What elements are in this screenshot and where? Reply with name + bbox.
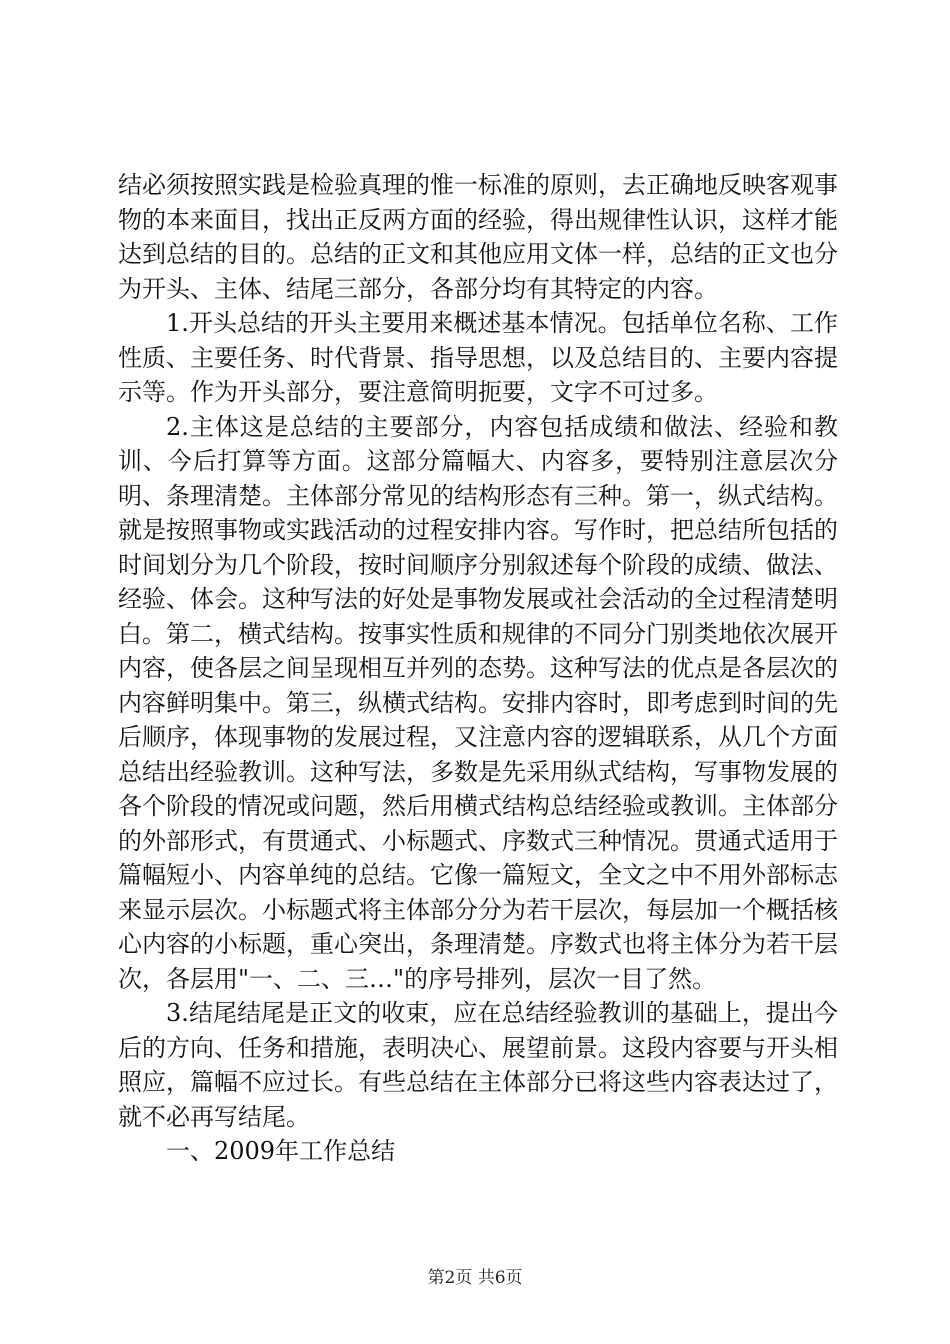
paragraph-ending: 3.结尾结尾是正文的收束，应在总结经验教训的基础上，提出今后的方向、任务和措施，表明决心、展望前景。这段内容要与开头相照应，篇幅不应过长。有些总结在主体部分已将这些内容表达过了，就不必再写结尾。 [118,999,838,1131]
paragraph-opening: 1.开头总结的开头主要用来概述基本情况。包括单位名称、工作性质、主要任务、时代背景、指导思想，以及总结目的、主要内容提示等。作为开头部分，要注意简明扼要，文字不可过多。 [118,309,838,406]
paragraph-intro: 结必须按照实践是检验真理的惟一标准的原则，去正确地反映客观事物的本来面目，找出正反两方面的经验，得出规律性认识，这样才能达到总结的目的。总结的正文和其他应用文体一样，总结的正文也分为开头、主体、结尾三部分，各部分均有其特定的内容。 [118,171,838,303]
page-number-footer: 第2页 共6页 [427,1268,523,1288]
paragraph-body: 2.主体这是总结的主要部分，内容包括成绩和做法、经验和教训、今后打算等方面。这部分篇幅大、内容多，要特别注意层次分明、条理清楚。主体部分常见的结构形态有三种。第一，纵式结构。就是按照事物或实践活动的过程安排内容。写作时，把总结所包括的时间划分为几个阶段，按时间顺序分别叙述每个阶段的成绩、做法、经验、体会。这种写法的好处是事物发展或社会活动的全过程清楚明白。第二，横式结构。按事实性质和规律的不同分门别类地依次展开内容，使各层之间呈现相互并列的态势。这种写法的优点是各层次的内容鲜明集中。第三，纵横式结构。安排内容时，即考虑到时间的先后顺序，体现事物的发展过程，又注意内容的逻辑联系，从几个方面总结出经验教训。这种写法，多数是先采用纵式结构，写事物发展的各个阶段的情况或问题，然后用横式结构总结经验或教训。主体部分的外部形式，有贯通式、小标题式、序数式三种情况。贯通式适用于篇幅短小、内容单纯的总结。它像一篇短文，全文之中不用外部标志来显示层次。小标题式将主体部分分为若干层次，每层加一个概括核心内容的小标题，重心突出，条理清楚。序数式也将主体分为若干层次，各层用"一、二、三…"的序号排列，层次一目了然。 [118,412,838,993]
section-heading: 一、2009年工作总结 [166,1137,396,1165]
document-body [118,168,838,1169]
